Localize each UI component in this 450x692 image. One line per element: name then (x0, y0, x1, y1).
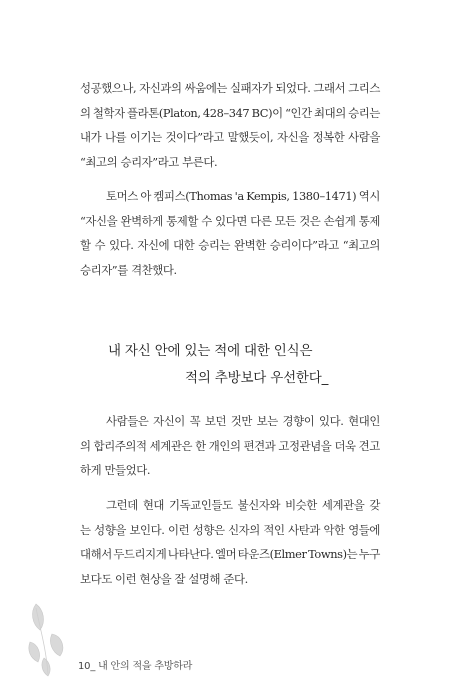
word: 엘머 (215, 547, 237, 561)
paragraph-line (80, 458, 380, 483)
word: 준다. (223, 571, 248, 586)
word: 그리스 (348, 81, 380, 95)
word: 수 (201, 213, 212, 228)
word: 자신이 (153, 414, 185, 428)
word: 실패자가 (230, 81, 273, 95)
word: “최고의 (342, 238, 380, 252)
word: 현대 (142, 498, 165, 512)
word: 누구 (358, 547, 380, 561)
word: 그래서 (313, 81, 346, 95)
word: 있다면 (215, 213, 247, 228)
word: 사람을 (348, 130, 380, 144)
word: 기독교인들도 (169, 498, 233, 512)
word: 손쉽게 (323, 213, 356, 228)
paragraph-line (80, 542, 380, 567)
word: 내가 (80, 130, 102, 144)
word: 설명해 (188, 571, 224, 586)
word: 타운즈(Elmer (237, 547, 307, 561)
word: 되었다. (275, 81, 311, 95)
paragraph-line (80, 125, 380, 150)
paragraph-line (80, 409, 380, 434)
word: 역시 (358, 189, 380, 203)
word: 승리는 (198, 238, 231, 252)
word: 하게 (80, 463, 105, 477)
paragraph-2 (80, 184, 380, 282)
word: 428–347 (202, 105, 250, 120)
word: 의 (80, 438, 91, 453)
word: 합리주의적 (93, 438, 147, 453)
paragraph-line (80, 209, 380, 234)
word: 편견과 (243, 438, 276, 453)
paragraph-line (80, 493, 380, 518)
paragraph-3 (80, 409, 380, 483)
word: 현상을 (139, 571, 175, 586)
word: 자신을 (277, 130, 309, 144)
paragraph-line (80, 518, 380, 543)
word: 정복한 (312, 130, 345, 144)
page-footer (78, 657, 192, 672)
paragraph-line (80, 101, 380, 126)
word: 통제 (358, 213, 380, 228)
word: 비슷한 (285, 498, 317, 512)
word: 수 (94, 238, 106, 252)
paragraph-line (80, 434, 380, 459)
word: 통제할 (166, 213, 198, 228)
word: 세계관은 (149, 438, 193, 453)
word: 모든 (274, 213, 296, 228)
word: 는 (80, 522, 91, 537)
paragraph-line (80, 233, 380, 258)
word: 개인의 (208, 438, 241, 453)
word: 경향이 (282, 414, 315, 428)
word: 자신과의 (139, 81, 182, 95)
section-heading-line-2: 적의 추방보다 우선한다_ (185, 370, 329, 386)
word: 성향을 (94, 522, 126, 537)
section-heading-line-1: 내 자신 안에 있는 적에 대한 인식은 (108, 343, 313, 359)
word: 다른 (250, 213, 272, 228)
word: 1380–1471) (292, 189, 357, 203)
word: 성공했으나, (80, 81, 137, 95)
word: 이런 (168, 522, 190, 537)
word: 철학자 (92, 105, 125, 120)
word: BC)이 (251, 105, 283, 120)
word: 꼭 (189, 414, 201, 428)
word: 잘 (174, 571, 189, 586)
word: 대한 (173, 238, 195, 252)
word: 세계관을 (321, 498, 365, 512)
word: 'a (234, 189, 244, 203)
paragraph-line (80, 258, 380, 283)
word: 싸움에는 (184, 81, 228, 95)
word: “인간 (285, 105, 312, 120)
word: 승리이다”라고 (269, 238, 339, 252)
word: Towns)는 (308, 547, 358, 561)
word: 토머스 (106, 189, 138, 203)
word: 영들에 (348, 522, 380, 537)
word: 완벽한 (234, 238, 266, 252)
word: 것만 (230, 414, 252, 428)
word: 더욱 (334, 438, 356, 453)
word: “최고의 (80, 154, 121, 169)
word: 사람들은 (106, 414, 149, 428)
paragraph-line (80, 150, 380, 175)
word: 것이다”라고 (165, 130, 224, 144)
word: 있다. (319, 414, 344, 428)
word: 켐피스(Thomas (153, 189, 233, 203)
word: 플라톤(Platon, (127, 105, 201, 120)
word: 대해서 (80, 547, 112, 561)
word: 두드리지게 (113, 547, 167, 561)
word: 승리자”라고 (120, 154, 183, 169)
word: 사탄과 (288, 522, 320, 537)
word: 보인다. (129, 522, 165, 537)
paragraph-line (80, 567, 380, 592)
word: 그런데 (106, 498, 138, 512)
word: 적인 (263, 522, 285, 537)
word: 만들었다. (104, 463, 151, 477)
word: 성향은 (192, 522, 225, 537)
word: 신자의 (228, 522, 260, 537)
word: 나를 (104, 130, 127, 144)
word: “자신을 (80, 213, 118, 228)
word: 이기는 (129, 130, 162, 144)
word: 고정관념을 (278, 438, 332, 453)
paragraph-4 (80, 493, 380, 591)
word: 최대의 (314, 105, 346, 120)
word: 견고 (358, 438, 380, 453)
word: 할 (80, 238, 91, 252)
word: 격찬했다. (131, 262, 177, 277)
word: 보다도 (80, 571, 116, 586)
word: 갖 (369, 498, 380, 512)
word: 있다. (109, 238, 134, 252)
word: 부른다. (182, 154, 218, 169)
leaf-decoration-icon (22, 598, 72, 678)
word: 완벽하게 (120, 213, 163, 228)
word: 보는 (256, 414, 278, 428)
paragraph-line (80, 184, 380, 209)
word: 한 (195, 438, 206, 453)
word: 것은 (299, 213, 321, 228)
word: 승리는 (348, 105, 380, 120)
word: 자신에 (137, 238, 170, 252)
word: 아 (140, 189, 151, 203)
page-number-label: 10_ 내 안의 적을 추방하라 (78, 661, 193, 672)
word: 현대인 (348, 414, 380, 428)
word: 나타난다. (167, 547, 214, 561)
word: 불신자와 (237, 498, 281, 512)
word: 승리자”를 (80, 262, 132, 277)
word: 악한 (323, 522, 345, 537)
paragraph-1 (80, 76, 380, 174)
word: 이런 (115, 571, 140, 586)
word: Kempis, (246, 189, 290, 203)
word: 말했듯이, (227, 130, 274, 144)
word: 의 (80, 105, 91, 120)
word: 보던 (204, 414, 227, 428)
paragraph-line (80, 76, 380, 101)
